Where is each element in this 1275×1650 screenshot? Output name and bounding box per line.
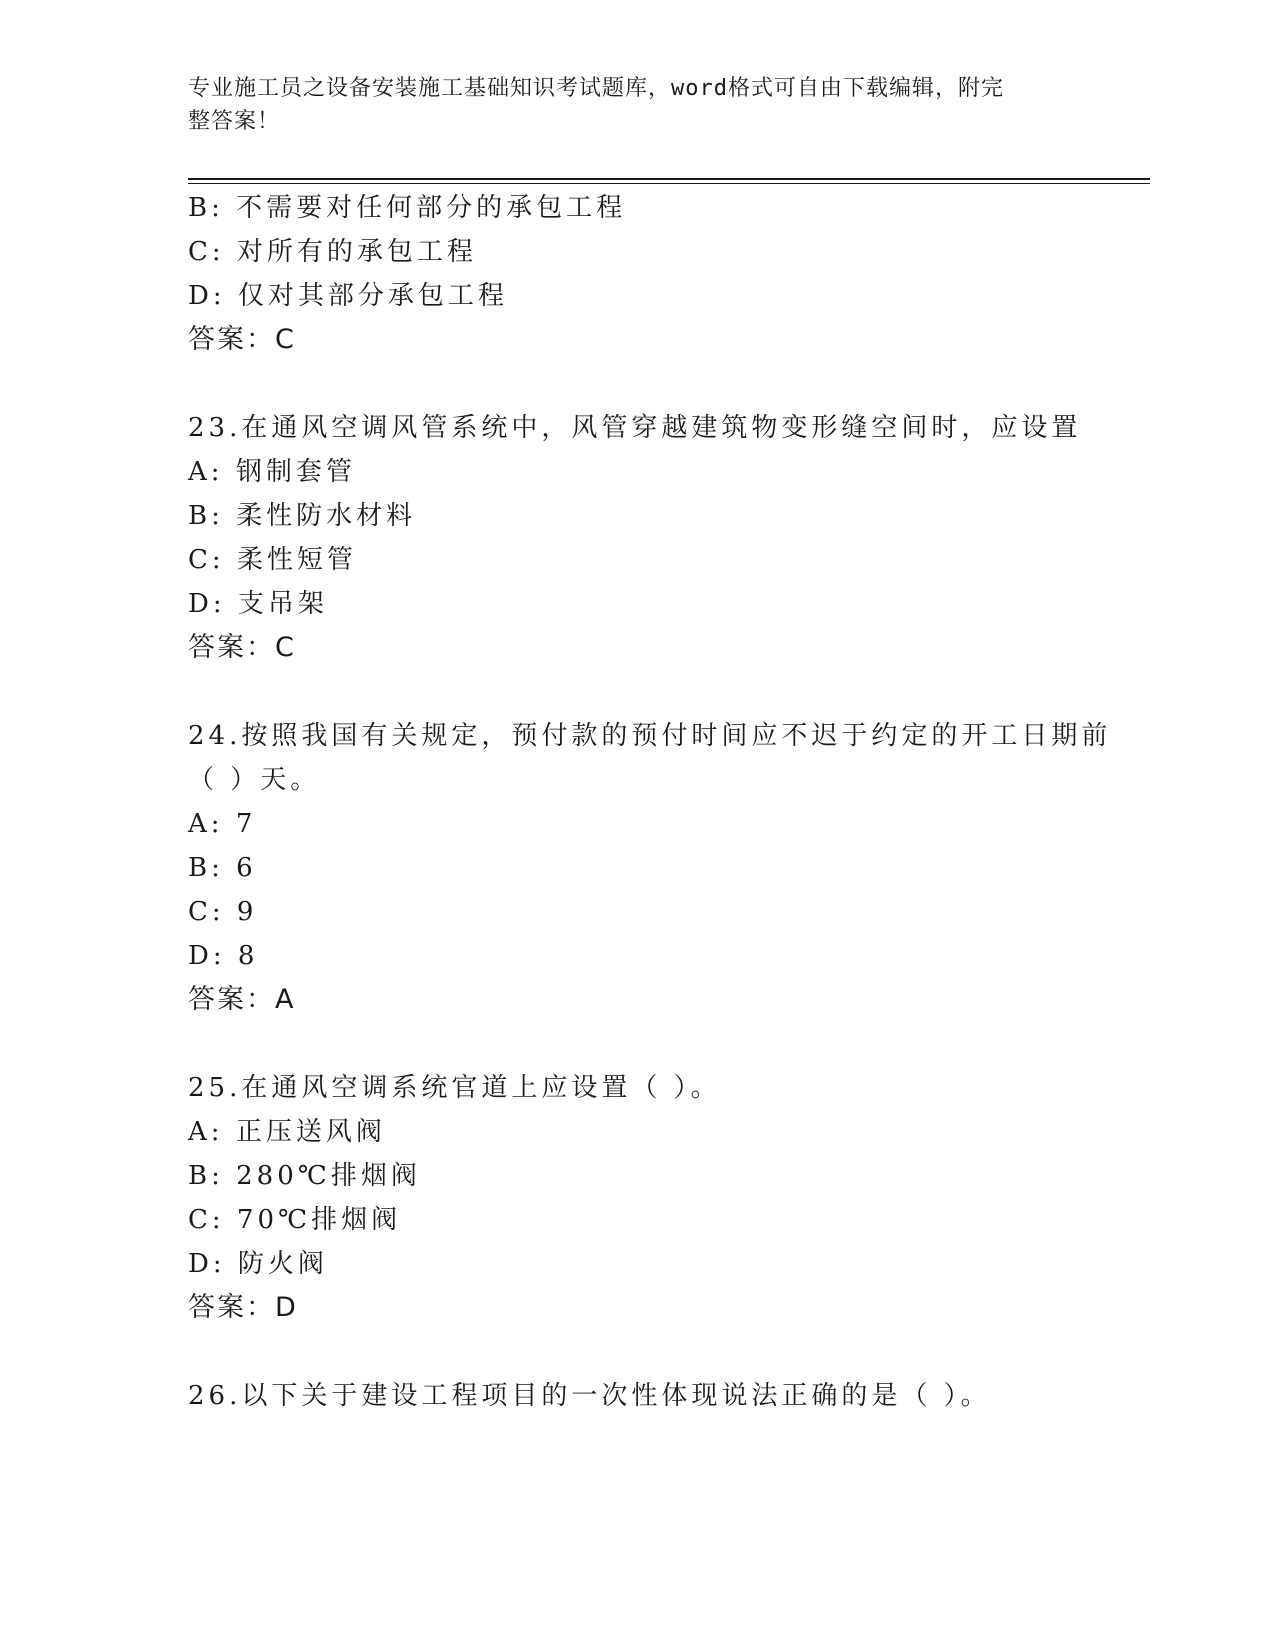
q23-option-d — [188, 587, 328, 621]
q25-stem: 25.在通风空调系统官道上应设置（ ）。 — [188, 1073, 721, 1103]
option-label: B: — [188, 1161, 224, 1191]
option-text: 7 — [235, 809, 257, 839]
q24-option-d — [188, 939, 258, 973]
option-text: 正压送风阀 — [235, 1117, 386, 1147]
q23-answer: 答案：C — [188, 632, 296, 663]
option-label: D: — [188, 281, 226, 311]
option-label: D: — [188, 1249, 226, 1279]
q24-option-b — [188, 851, 257, 885]
q23-stem: 23.在通风空调风管系统中，风管穿越建筑物变形缝空间时，应设置 — [188, 413, 1082, 443]
option-text: 280℃排烟阀 — [236, 1161, 421, 1191]
q25-answer: 答案：D — [188, 1292, 298, 1323]
option-label: B: — [188, 853, 224, 883]
option-text: 防火阀 — [237, 1249, 328, 1279]
option-label: A: — [188, 457, 224, 487]
q25-option-b — [188, 1159, 421, 1193]
q23-option-b — [188, 499, 416, 533]
q25-option-a — [188, 1115, 386, 1149]
option-text: 柔性防水材料 — [236, 501, 417, 531]
q26-stem: 26.以下关于建设工程项目的一次性体现说法正确的是（ ）。 — [188, 1381, 991, 1411]
q23-option-a — [188, 455, 356, 489]
option-label: D: — [188, 941, 226, 971]
q24-option-a — [188, 807, 256, 841]
option-text: 仅对其部分承包工程 — [237, 281, 508, 311]
document-header — [188, 72, 1088, 138]
option-text: 钢制套管 — [235, 457, 356, 487]
header-rule-thin — [188, 183, 1150, 184]
option-label: C: — [188, 237, 225, 267]
option-text: 对所有的承包工程 — [236, 237, 477, 267]
option-label: C: — [188, 545, 225, 575]
option-text: 9 — [236, 897, 258, 927]
q24-stem-line-2: （ ）天。 — [188, 765, 321, 795]
q25-option-c — [188, 1203, 401, 1237]
option-text: 不需要对任何部分的承包工程 — [236, 193, 627, 223]
option-text: 柔性短管 — [236, 545, 357, 575]
option-text: 6 — [236, 853, 257, 883]
header-line-2: 整答案！ — [188, 109, 281, 134]
option-label: C: — [188, 1205, 225, 1235]
option-label: D: — [188, 589, 226, 619]
q24-stem-line-1: 24.按照我国有关规定，预付款的预付时间应不迟于约定的开工日期前 — [188, 721, 1112, 751]
option-text: 支吊架 — [237, 589, 328, 619]
option-label: A: — [188, 1117, 224, 1147]
option-label: B: — [188, 193, 224, 223]
option-text: 8 — [237, 941, 259, 971]
q22-answer: 答案：C — [188, 324, 296, 355]
q25-option-d — [188, 1247, 328, 1281]
q22-option-d — [188, 279, 508, 313]
q22-option-c — [188, 235, 477, 269]
option-label: A: — [188, 809, 224, 839]
header-rule-thick — [188, 178, 1150, 180]
option-text: 70℃排烟阀 — [236, 1205, 402, 1235]
q24-answer: 答案：A — [188, 984, 296, 1015]
option-label: C: — [188, 897, 225, 927]
q23-option-c — [188, 543, 357, 577]
header-line-1: 专业施工员之设备安装施工基础知识考试题库，word格式可自由下载编辑，附完 — [188, 76, 1004, 101]
q22-option-b — [188, 191, 626, 225]
q24-option-c — [188, 895, 257, 929]
option-label: B: — [188, 501, 224, 531]
